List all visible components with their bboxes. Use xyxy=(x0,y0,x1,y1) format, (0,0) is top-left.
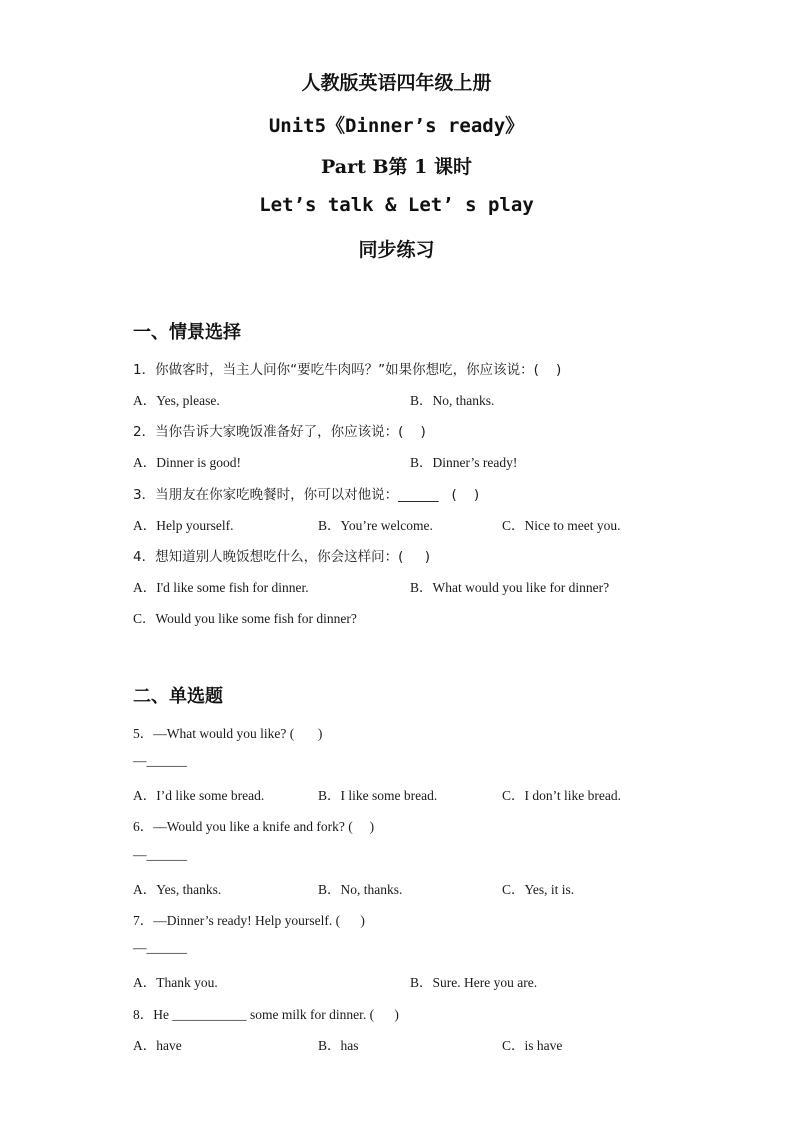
option-a: A．Help yourself. xyxy=(133,518,234,533)
question-stem: 3．当朋友在你家吃晚餐时，你可以对他说：______ ( ) xyxy=(133,487,480,503)
option-b: B．I like some bread. xyxy=(318,788,438,803)
question-stem: 7．—Dinner’s ready! Help yourself. ( ) xyxy=(133,913,365,928)
question-stem: 8．He ___________ some milk for dinner. ( ) xyxy=(133,1007,399,1022)
option-a: A．Dinner is good! xyxy=(133,455,241,470)
option-b: B．What would you like for dinner? xyxy=(410,580,610,595)
question-stem: 5．—What would you like? ( ) xyxy=(133,726,323,741)
section-heading: 一、情景选择 xyxy=(133,322,241,343)
option-a: A．I'd like some fish for dinner. xyxy=(133,580,309,595)
lesson-title: Let’s talk & Let’ s play xyxy=(259,194,534,216)
question-stem: 1．你做客时，当主人问你“要吃牛肉吗？”如果你想吃，你应该说：( ) xyxy=(133,362,562,378)
option-c: C．is have xyxy=(502,1038,563,1053)
option-a: A．Thank you. xyxy=(133,975,218,990)
question-stem: 2．当你告诉大家晚饭准备好了，你应该说：( ) xyxy=(133,424,426,440)
option-c: C．I don’t like bread. xyxy=(502,788,621,803)
unit-title: Unit5《Dinner’s ready》 xyxy=(268,115,525,137)
option-b: B．You’re welcome. xyxy=(318,518,433,533)
section-heading: 二、单选题 xyxy=(133,686,223,707)
option-b: B．No, thanks. xyxy=(410,393,495,408)
option-b: B．Dinner’s ready! xyxy=(410,455,518,470)
option-c: C．Nice to meet you. xyxy=(502,518,621,533)
option-a: A．Yes, thanks. xyxy=(133,882,222,897)
option-a: A．I’d like some bread. xyxy=(133,788,265,803)
question-stem: 4．想知道别人晚饭想吃什么，你会这样问：( ) xyxy=(133,549,431,565)
option-b: B．Sure. Here you are. xyxy=(410,975,538,990)
answer-blank: —______ xyxy=(133,940,187,955)
option-c: C．Yes, it is. xyxy=(502,882,575,897)
option-c: C．Would you like some fish for dinner? xyxy=(133,611,357,626)
option-a: A．Yes, please. xyxy=(133,393,220,408)
answer-blank: —______ xyxy=(133,753,187,768)
page-title: 人教版英语四年级上册 xyxy=(301,72,492,94)
question-stem: 6．—Would you like a knife and fork? ( ) xyxy=(133,819,375,834)
part-title: Part B第 1 课时 xyxy=(321,156,472,178)
option-b: B．has xyxy=(318,1038,359,1053)
option-a: A．have xyxy=(133,1038,182,1053)
exercise-title: 同步练习 xyxy=(358,239,435,261)
option-b: B．No, thanks. xyxy=(318,882,403,897)
answer-blank: —______ xyxy=(133,847,187,862)
